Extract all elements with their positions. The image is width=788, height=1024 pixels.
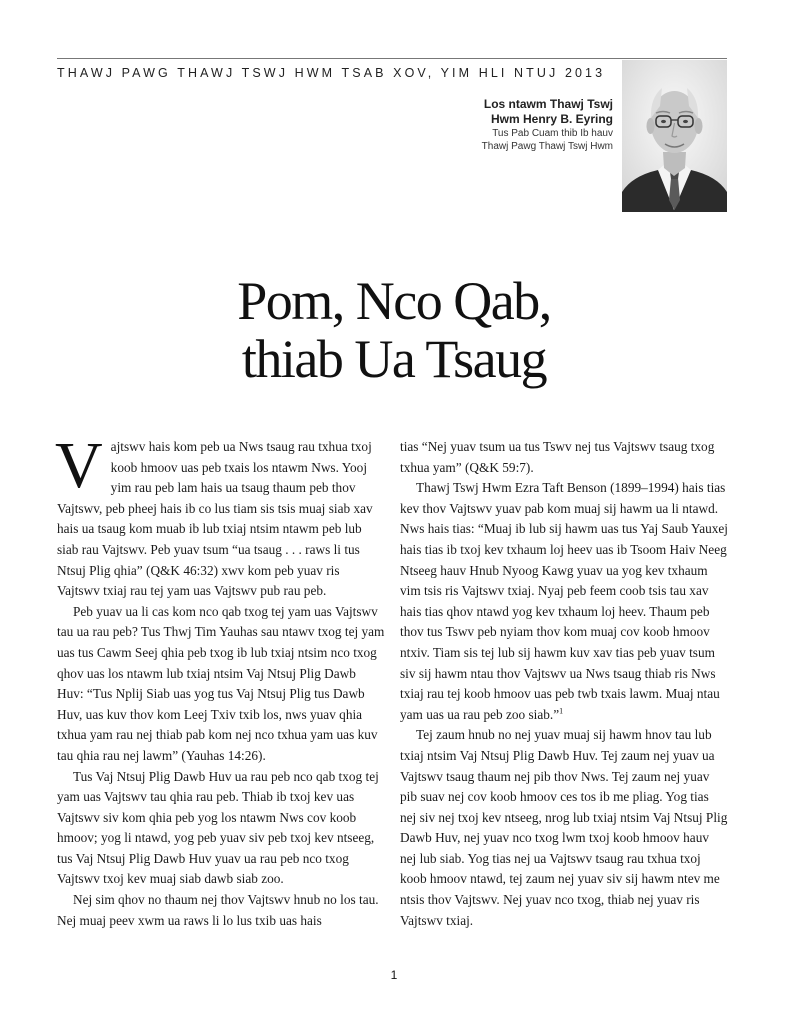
- article-title-line-1: Pom, Nco Qab,: [237, 271, 551, 331]
- body-paragraph-6: Tej zaum hnub no nej yuav muaj sij hawm hnov tau lub txiaj ntsim Vaj Ntsuj Plig Dawb Huv. Tej zaum nej yuav ua Vajtswv tsaug thaum nej pib thov Nws. Tej zaum nej yuav pib suav nej cov koob hmoov ces tos ib me pliag. Yog tias nej siv nej txoj kev ntseeg, nrog lub txiaj ntsim Vaj Ntsuj Plig Dawb Huv, nej yuav nco txog lwm txoj koob hmoov hauv nej lub siab. Yog tias nej ua Vajtswv tsaug rau txhua txoj koob hmoov ntawd, tej zaum nej yuav siv sij hawm ntev me ntsis thov Vajtswv. Nej yuav nco txog, thiab nej yuav ris Vajtswv txiaj.: [400, 727, 728, 928]
- drop-cap: V: [55, 429, 103, 502]
- author-byline: [482, 97, 613, 153]
- publication-header: THAWJ PAWG THAWJ TSWJ HWM TSAB XOV, YIM HLI NTUJ 2013: [57, 66, 606, 80]
- author-name: Hwm Henry B. Eyring: [490, 112, 613, 126]
- top-rule: [57, 58, 727, 59]
- body-paragraph-5: [400, 478, 728, 725]
- author-role-line-1: Tus Pab Cuam thib Ib hauv: [492, 128, 613, 139]
- author-role-line-2: Thawj Pawg Thawj Tswj Hwm: [481, 141, 613, 152]
- article-title-line-2: thiab Ua Tsaug: [241, 329, 547, 389]
- article-title: [0, 272, 788, 388]
- byline-line-1: Los ntawm Thawj Tswj: [483, 97, 613, 111]
- body-paragraph-4-start: Nej sim qhov no thaum nej thov Vajtswv hnub no los tau. Nej muaj peev xwm ua raws li lo lus txib uas hais: [57, 892, 379, 928]
- body-paragraph-4-end: tias “Nej yuav tsum ua tus Tswv nej tus Vajtswv tsaug txog txhua yam” (Q&K 59:7).: [400, 439, 715, 475]
- body-paragraph-2: Peb yuav ua li cas kom nco qab txog tej yam uas Vajtswv tau ua rau peb? Tus Thwj Tim Yauhas sau ntawv txog tej yam uas tus Cawm Seej qhia peb txog ib lub txiaj ntsim nco txog qhov uas los ntawm lub txiaj ntsim Vaj Ntsuj Plig Dawb Huv: “Tus Nplij Siab uas yog tus Vaj Ntsuj Plig tus Dawb Huv, uas kuv thov kom Leej Txiv txib los, nws yuav qhia txhua yam rau nej thiab pab kom nej nco txhua yam uas kuv tau qhia rau nej lawm” (Yauhas 14:26).: [57, 603, 385, 763]
- body-paragraph-3: Tus Vaj Ntsuj Plig Dawb Huv ua rau peb nco qab txog tej yam uas Vajtswv tau qhia rau peb. Thiab ib txoj kev uas Vajtswv siv kom qhia peb yog los ntawm Nws cov koob hmoov; yog li ntawd, yog peb yuav siv peb txoj kev ntseeg, tus Vaj Ntsuj Plig Dawb Huv yuav ua rau peb nco txog Vajtswv txoj kev muaj siab dawb siab zoo.: [57, 768, 379, 887]
- body-column-right: [400, 437, 728, 931]
- body-paragraph-1-text: ajtswv hais kom peb ua Nws tsaug rau txhua txoj koob hmoov uas peb txais los ntawm Nws. Yooj yim rau peb lam hais ua tsaug thaum peb thov Vajtswv, peb pheej hais ib co lus tiam sis tsis muaj siab xav hais ua tsaug kom muab ib lub txiaj ntsim ntawm peb lub siab rau Vajtswv. Peb yuav tsum “ua tsaug . . . raws li tus Ntsuj Plig qhia” (Q&K 46:32) xwv kom peb yuav ris Vajtswv txiaj rau tej yam uas Vajtswv pub rau peb.: [57, 439, 373, 599]
- page-number: 1: [390, 968, 398, 982]
- body-column-left: [55, 429, 385, 931]
- footnote-marker: 1: [559, 706, 564, 716]
- author-portrait: [622, 60, 727, 212]
- author-portrait-drawing: [622, 60, 727, 212]
- body-paragraph-5-text: Thawj Tswj Hwm Ezra Taft Benson (1899–1994) hais tias kev thov Vajtswv yuav pab kom muaj sij hawm ua li ntawd. Nws hais tias: “Muaj ib lub sij hawm uas tus Yaj Saub Yauxej hais tias ib txoj kev txhaum loj heev uas ib Tsoom Haiv Neeg Ntseeg hauv Hnub Nyoog Kawg yuav ua yog kev txhaum vim tsis ris Vajtswv txiaj. Nyaj peb feem coob tsis tau xav hais tias qhov ntawd yog kev txhaum loj heev. Thaum peb thov tus Tswv peb nyiam thov kom muaj cov koob hmoov ntxiv. Tiam sis tej lub sij hawm kuv xav tias peb yuav tsum siv sij hawm ntau thov Vajtswv ua Nws tsaug thiab ris Nws txiaj rau tej koob hmoov uas peb twb txais lawm. Muaj ntau yam uas ua rau peb zoo siab.”: [400, 480, 728, 722]
- body-paragraph-1: [55, 429, 385, 602]
